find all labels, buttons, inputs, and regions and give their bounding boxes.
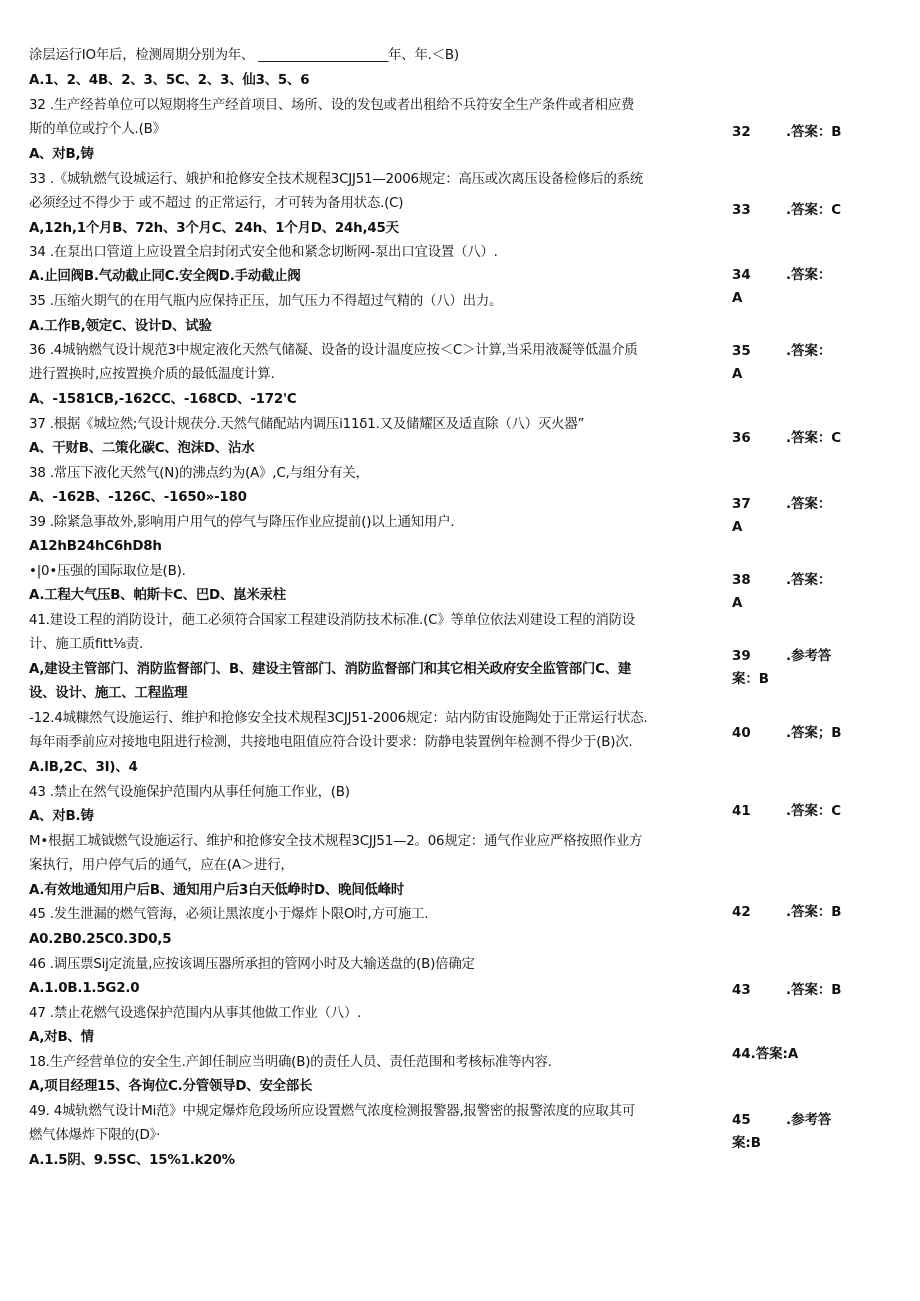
question-line: 49. 4城轨燃气设计Mi范》中规定爆炸危段场所应设置燃气浓度检测报警器,报警密的报警浓度的应取其可 — [29, 1104, 636, 1119]
answer-entry — [732, 427, 892, 450]
question-line: •|0•压强的国际取位是(B). — [29, 564, 186, 579]
answer-text-wrap: A — [732, 291, 743, 306]
question-line: 36 .4城钠燃气设计规范3中规定液化天然气储凝、设备的设计温度应按＜C＞计算,当采用液凝等低温介质 — [29, 343, 638, 358]
answer-text: .答案：B — [786, 905, 842, 920]
answer-text: .参考答 — [786, 649, 832, 664]
option-line: A、-1581CB,-162CC、-168CD、-172'C — [29, 392, 297, 407]
answer-number: 32 — [732, 125, 751, 140]
option-line: A,建设主管部门、消防监督部门、B、建设主管部门、消防监督部门和其它相关政府安全监管部门C、建 — [29, 662, 632, 677]
answer-number: 43 — [732, 983, 751, 998]
answer-text-wrap: A — [732, 596, 743, 611]
answer-number: 42 — [732, 905, 751, 920]
question-line: 34 .在泵出口管道上应设置全启封闭式安全他和紧念切断网-泵出口宜设置（八）. — [29, 245, 498, 260]
answer-number: 44.答案:A — [732, 1047, 799, 1062]
answer-entry — [732, 901, 892, 924]
option-line: A.1.5阴、9.5SC、15%1.k20% — [29, 1153, 235, 1168]
option-line: A、对B.铸 — [29, 809, 94, 824]
option-line: A0.2B0.25C0.3D0,5 — [29, 932, 172, 947]
answer-number: 45 — [732, 1113, 751, 1128]
question-line: 43 .禁止在然气设施保护范围内从事任何施工作业，(B) — [29, 785, 350, 800]
answer-text: .答案： — [786, 344, 832, 359]
option-line: A、-162B、-126C、-1650»-180 — [29, 490, 247, 505]
question-line: -12.4城糠然气设施运行、维护和抢修安全技术规程3CJJ51-2006规定：站内防宙设施陶处于正常运行状态. — [29, 711, 648, 726]
answer-number: 37 — [732, 497, 751, 512]
question-line: 33 .《城轨燃气设城运行、娥护和抢修安全技术规程3CJJ51—2006规定：高压或次离压设备检修后的系统 — [29, 172, 644, 187]
question-line: 37 .根据《城垃然;气设计规茯分.天然气储配站内调压i11δ1.又及储耀区及适直除（八）灭火器” — [29, 417, 585, 432]
answer-number: 34 — [732, 268, 751, 283]
option-line: A.工作B,领定C、设计D、试验 — [29, 319, 212, 334]
answer-text: .答案：B — [786, 125, 842, 140]
answer-text: .答案：C — [786, 804, 842, 819]
question-line: 进行置换时,应按置换介质的最低温度计算. — [29, 367, 275, 382]
answer-text-wrap: 案：B — [732, 672, 769, 687]
option-line: A12hB24hC6hD8h — [29, 539, 162, 554]
answer-entry — [732, 264, 892, 310]
answer-number: 39 — [732, 649, 751, 664]
question-line: 39 .除紧急事故外,影响用户用气的停气与降压作业应提前()以上通知用户. — [29, 515, 455, 530]
question-line: 案执行，用户停气后的通气，应在(A＞进行， — [29, 858, 294, 873]
option-line: A.lB,2C、3I)、4 — [29, 760, 138, 775]
answer-text: .参考答 — [786, 1113, 832, 1128]
option-line: A.工程大气压B、帕斯卡C、巴D、崑米汞柱 — [29, 588, 286, 603]
question-line: 18.生产经营单位的安全生.产卸任制应当明确(B)的责任人员、责任范围和考核标准等内容. — [29, 1055, 552, 1070]
question-line: 燃气体爆炸下限的(D》· — [29, 1128, 161, 1143]
answer-entry — [732, 645, 892, 691]
answer-number: 33 — [732, 203, 751, 218]
answer-entry — [732, 1043, 892, 1066]
option-line: A、对B,铸 — [29, 147, 94, 162]
option-line: A、干财B、二策化碳C、泡沫D、沾水 — [29, 441, 255, 456]
question-line: 斯的单位或拧个人.(B》 — [29, 122, 166, 137]
question-line: 35 .压缩火期气的在用气瓶内应保持正压，加气压力不得超过气精的（八）出力。 — [29, 294, 503, 309]
question-line: 涂层运行IO年后，检测周期分别为年、 ____________________年、年.＜B) — [29, 48, 459, 63]
answer-entry — [732, 340, 892, 386]
question-line: 38 .常压下液化天然气(N)的沸点约为(A》,C,与组分有关， — [29, 466, 369, 481]
question-line: 45 .发生泄漏的燃气管海，必须让黑浓度小于爆炸卜限O时,方可施工. — [29, 907, 429, 922]
option-line: A.1.0B.1.5G2.0 — [29, 981, 140, 996]
answer-number: 35 — [732, 344, 751, 359]
answer-text-wrap: A — [732, 520, 743, 535]
answer-text: .答案：C — [786, 203, 842, 218]
answer-text: .答案： — [786, 268, 832, 283]
answer-entry — [732, 1109, 892, 1155]
option-line: 设、设计、施工、工程监理 — [29, 686, 188, 701]
answer-entry — [732, 199, 892, 222]
answer-entry — [732, 800, 892, 823]
answer-entry — [732, 722, 892, 745]
option-line: A.止回阀B.气动截止同C.安全阀D.手动截止阀 — [29, 269, 301, 284]
answer-number: 40 — [732, 726, 751, 741]
answer-text: .答案： — [786, 497, 832, 512]
answer-entry — [732, 569, 892, 615]
question-line: 每年雨季前应对接地电阻进行检测，共接地电阻值应符合设计要求：防静电装置例年检测不得少于(B)次. — [29, 735, 633, 750]
question-line: M•根据工城钺燃气设施运行、维护和抢修安全技术规程3CJJ51—2。06规定：通气作业应严格按照作业方 — [29, 834, 643, 849]
answer-text-wrap: 案:B — [732, 1136, 761, 1151]
question-line: 41.建设工程的消防设计，葩工必须符合国家工程建设消防技术标准.(C》等单位依法刈建设工程的消防设 — [29, 613, 636, 628]
question-line: 32 .生产经苔单位可以短期将生产经首项目、场所、设的发包或者出租给不兵符安全生产条件或者相应费 — [29, 98, 635, 113]
question-line: 47 .禁止花燃气设逃保护范围内从事其他做工作业（八）. — [29, 1006, 362, 1021]
answer-text-wrap: A — [732, 367, 743, 382]
option-line: A.1、2、4B、2、3、5C、2、3、仙3、5、6 — [29, 73, 310, 88]
answer-text: .答案；B — [786, 726, 842, 741]
question-line: 46 .调压票Sij定流量,应按该调压器所承担的管网小时及大输送盘的(B)倍确定 — [29, 957, 475, 972]
answer-number: 36 — [732, 431, 751, 446]
answer-text: .答案： — [786, 573, 832, 588]
answer-number: 38 — [732, 573, 751, 588]
answer-entry — [732, 493, 892, 539]
question-line: 必须经过不得少于 或不超过 的正常运行，才可转为备用状态.(C) — [29, 196, 404, 211]
answer-text: .答案：B — [786, 983, 842, 998]
option-line: A.有效地通知用户后B、通知用户后3白天低峥时D、晚间低峰时 — [29, 883, 405, 898]
answer-number: 41 — [732, 804, 751, 819]
answer-text: .答案：C — [786, 431, 842, 446]
answer-entry — [732, 979, 892, 1002]
option-line: A,项目经理15、各询位C.分管领导D、安全部长 — [29, 1079, 313, 1094]
option-line: A,对B、情 — [29, 1030, 94, 1045]
answer-entry — [732, 121, 892, 144]
option-line: A,12h,1个月B、72h、3个月C、24h、1个月D、24h,45天 — [29, 221, 399, 236]
question-line: 计、施工质fitt⅛责. — [29, 637, 144, 652]
